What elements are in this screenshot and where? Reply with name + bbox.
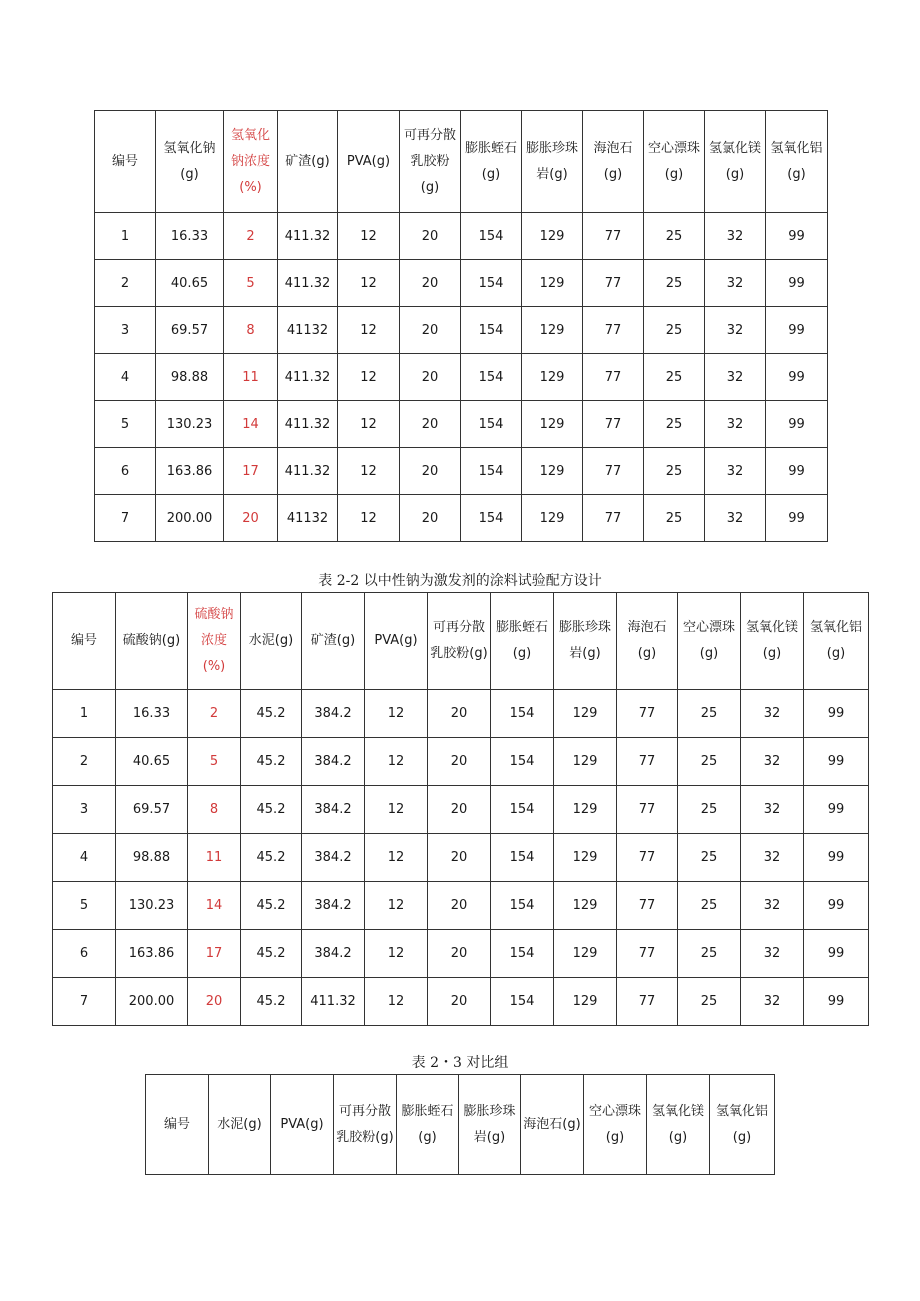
col-header-id: 编号: [95, 111, 156, 213]
col-header-mg: 氢氧化镁(g): [741, 593, 804, 690]
table-cell: 20: [428, 882, 491, 930]
col-header-na2so4: 硫酸钠(g): [116, 593, 188, 690]
table-cell: 1: [53, 690, 116, 738]
table-cell: 45.2: [241, 930, 302, 978]
table3-header-row: [146, 1075, 775, 1175]
table-cell: 99: [766, 401, 828, 448]
table-cell: 20: [400, 401, 461, 448]
table-cell: 25: [678, 930, 741, 978]
table-row: [53, 738, 869, 786]
table-cell: 45.2: [241, 690, 302, 738]
table-cell: 32: [705, 448, 766, 495]
table-cell: 32: [705, 495, 766, 542]
table-cell: 99: [804, 930, 869, 978]
table-cell: 129: [522, 401, 583, 448]
table-cell: 32: [741, 930, 804, 978]
table-cell: 411.32: [302, 978, 365, 1026]
table-cell: 12: [338, 401, 400, 448]
col-header-latex-powder: 可再分散乳胶粉(g): [400, 111, 461, 213]
table-cell: 8: [224, 307, 278, 354]
col-header-naoh: 氢氧化钠(g): [156, 111, 224, 213]
table-cell: 154: [491, 978, 554, 1026]
col-header-cenosphere: 空心漂珠(g): [678, 593, 741, 690]
table-cell: 129: [522, 448, 583, 495]
table-cell: 20: [428, 786, 491, 834]
table-cell: 11: [188, 834, 241, 882]
table-cell: 12: [365, 738, 428, 786]
table-row: [53, 690, 869, 738]
table-cell: 41132: [278, 307, 338, 354]
table-cell: 154: [461, 495, 522, 542]
table1-header-row: [95, 111, 828, 213]
table-cell: 154: [461, 448, 522, 495]
table-cell: 20: [428, 930, 491, 978]
table-cell: 77: [583, 213, 644, 260]
table-cell: 77: [583, 260, 644, 307]
table-cell: 154: [461, 401, 522, 448]
table-cell: 2: [188, 690, 241, 738]
table-cell: 163.86: [116, 930, 188, 978]
col-header-slag: 矿渣(g): [278, 111, 338, 213]
table-cell: 16.33: [116, 690, 188, 738]
table-cell: 130.23: [116, 882, 188, 930]
table-cell: 20: [428, 738, 491, 786]
table-cell: 154: [491, 834, 554, 882]
table-cell: 163.86: [156, 448, 224, 495]
table-row: [95, 213, 828, 260]
table-cell: 98.88: [156, 354, 224, 401]
table-cell: 32: [741, 738, 804, 786]
table-sodium-hydroxide: [94, 110, 828, 542]
table-cell: 99: [804, 690, 869, 738]
table-cell: 2: [95, 260, 156, 307]
table-cell: 77: [617, 834, 678, 882]
table-cell: 411.32: [278, 213, 338, 260]
table-cell: 25: [644, 495, 705, 542]
table-row: [53, 978, 869, 1026]
table-cell: 12: [365, 930, 428, 978]
col-header-pva: PVA(g): [271, 1075, 334, 1175]
table-cell: 130.23: [156, 401, 224, 448]
table-row: [95, 307, 828, 354]
table-cell: 77: [617, 930, 678, 978]
table-cell: 32: [741, 978, 804, 1026]
table-cell: 3: [53, 786, 116, 834]
table-cell: 99: [766, 354, 828, 401]
table-cell: 1: [95, 213, 156, 260]
table-cell: 154: [491, 786, 554, 834]
table-cell: 129: [554, 978, 617, 1026]
table-cell: 129: [554, 738, 617, 786]
table-cell: 20: [428, 690, 491, 738]
table-cell: 200.00: [156, 495, 224, 542]
table-cell: 25: [644, 448, 705, 495]
table-cell: 12: [365, 786, 428, 834]
table-cell: 69.57: [116, 786, 188, 834]
col-header-perlite: 膨胀珍珠岩(g): [554, 593, 617, 690]
table-cell: 8: [188, 786, 241, 834]
table-cell: 384.2: [302, 834, 365, 882]
table-cell: 12: [365, 882, 428, 930]
table-cell: 99: [766, 307, 828, 354]
col-header-mg: 氢氧化镁(g): [647, 1075, 710, 1175]
table-cell: 12: [338, 307, 400, 354]
table-row: [53, 834, 869, 882]
table-cell: 5: [95, 401, 156, 448]
table-cell: 154: [491, 690, 554, 738]
table-cell: 154: [491, 930, 554, 978]
table-cell: 384.2: [302, 930, 365, 978]
table-cell: 25: [678, 690, 741, 738]
table-cell: 411.32: [278, 448, 338, 495]
table-cell: 154: [461, 213, 522, 260]
table-cell: 411.32: [278, 401, 338, 448]
table-cell: 16.33: [156, 213, 224, 260]
table-cell: 12: [365, 978, 428, 1026]
table-cell: 129: [522, 354, 583, 401]
col-header-latex-powder: 可再分散乳胶粉(g): [428, 593, 491, 690]
table-cell: 20: [428, 978, 491, 1026]
col-header-slag: 矿渣(g): [302, 593, 365, 690]
table-cell: 77: [583, 448, 644, 495]
col-header-pva: PVA(g): [338, 111, 400, 213]
table-sodium-sulfate: [52, 592, 869, 1026]
table-cell: 32: [741, 834, 804, 882]
table-cell: 129: [554, 786, 617, 834]
table-cell: 77: [617, 738, 678, 786]
table-cell: 77: [617, 690, 678, 738]
col-header-vermiculite: 膨胀蛭石(g): [461, 111, 522, 213]
table-cell: 32: [705, 213, 766, 260]
table-row: [53, 930, 869, 978]
table-cell: 25: [678, 978, 741, 1026]
table-cell: 129: [522, 260, 583, 307]
table-cell: 98.88: [116, 834, 188, 882]
table-cell: 2: [224, 213, 278, 260]
table-cell: 3: [95, 307, 156, 354]
table2-caption: 表 2-2 以中性钠为激发剂的涂料试验配方设计: [318, 573, 602, 589]
table-cell: 20: [400, 354, 461, 401]
table-cell: 45.2: [241, 834, 302, 882]
col-header-naoh-conc: 氢氧化钠浓度(%): [224, 111, 278, 213]
table-cell: 129: [554, 690, 617, 738]
col-header-al: 氢氧化铝(g): [804, 593, 869, 690]
table-cell: 32: [705, 401, 766, 448]
table-cell: 200.00: [116, 978, 188, 1026]
table-cell: 11: [224, 354, 278, 401]
table-row: [95, 401, 828, 448]
col-header-sepiolite: 海泡石(g): [617, 593, 678, 690]
table-cell: 20: [224, 495, 278, 542]
table-cell: 32: [705, 354, 766, 401]
col-header-na2so4-conc: 硫酸钠浓度(%): [188, 593, 241, 690]
table-cell: 99: [804, 738, 869, 786]
col-header-id: 编号: [146, 1075, 209, 1175]
table-cell: 32: [705, 307, 766, 354]
table-cell: 25: [644, 260, 705, 307]
table-cell: 20: [400, 213, 461, 260]
table-cell: 12: [365, 690, 428, 738]
col-header-mg: 氢氯化镁(g): [705, 111, 766, 213]
col-header-al: 氢氧化铝(g): [710, 1075, 775, 1175]
table-cell: 32: [705, 260, 766, 307]
table-cell: 129: [522, 307, 583, 354]
table-cell: 41132: [278, 495, 338, 542]
table2-header-row: [53, 593, 869, 690]
table-cell: 20: [188, 978, 241, 1026]
table-cell: 25: [678, 834, 741, 882]
table-cell: 12: [338, 260, 400, 307]
col-header-vermiculite: 膨胀蛭石(g): [397, 1075, 459, 1175]
table-cell: 12: [338, 213, 400, 260]
table-cell: 129: [522, 495, 583, 542]
col-header-cement: 水泥(g): [209, 1075, 271, 1175]
table-cell: 40.65: [116, 738, 188, 786]
table-cell: 40.65: [156, 260, 224, 307]
table-cell: 25: [644, 401, 705, 448]
table-cell: 129: [554, 882, 617, 930]
table-cell: 411.32: [278, 354, 338, 401]
table-cell: 384.2: [302, 786, 365, 834]
table-cell: 154: [491, 882, 554, 930]
table-cell: 14: [188, 882, 241, 930]
table-cell: 25: [678, 882, 741, 930]
col-header-vermiculite: 膨胀蛭石(g): [491, 593, 554, 690]
table-cell: 99: [804, 834, 869, 882]
table-cell: 5: [224, 260, 278, 307]
table-cell: 129: [554, 930, 617, 978]
table-cell: 17: [188, 930, 241, 978]
col-header-pva: PVA(g): [365, 593, 428, 690]
table-cell: 99: [766, 213, 828, 260]
table-cell: 20: [400, 307, 461, 354]
table-cell: 14: [224, 401, 278, 448]
table-cell: 4: [53, 834, 116, 882]
table-cell: 411.32: [278, 260, 338, 307]
table-cell: 12: [338, 495, 400, 542]
table-cell: 20: [400, 495, 461, 542]
table-cell: 154: [461, 260, 522, 307]
table-cell: 6: [95, 448, 156, 495]
table-row: [95, 260, 828, 307]
table-cell: 25: [644, 213, 705, 260]
col-header-perlite: 膨胀珍珠岩(g): [459, 1075, 521, 1175]
col-header-id: 编号: [53, 593, 116, 690]
col-header-cenosphere: 空心漂珠(g): [644, 111, 705, 213]
table-cell: 6: [53, 930, 116, 978]
table-cell: 7: [95, 495, 156, 542]
table-control-group: [145, 1074, 775, 1175]
table-cell: 99: [804, 786, 869, 834]
table-cell: 384.2: [302, 690, 365, 738]
table-cell: 77: [583, 354, 644, 401]
table-row: [95, 448, 828, 495]
table-cell: 45.2: [241, 786, 302, 834]
table-cell: 77: [617, 882, 678, 930]
table-cell: 20: [428, 834, 491, 882]
table-cell: 45.2: [241, 882, 302, 930]
table-cell: 45.2: [241, 738, 302, 786]
col-header-perlite: 膨胀珍珠岩(g): [522, 111, 583, 213]
col-header-latex-powder: 可再分散乳胶粉(g): [334, 1075, 397, 1175]
table-cell: 17: [224, 448, 278, 495]
table-cell: 384.2: [302, 882, 365, 930]
table-cell: 12: [338, 448, 400, 495]
table-cell: 32: [741, 690, 804, 738]
table-cell: 154: [461, 354, 522, 401]
table-cell: 25: [678, 786, 741, 834]
table-cell: 32: [741, 786, 804, 834]
table-cell: 12: [338, 354, 400, 401]
table-cell: 25: [644, 307, 705, 354]
table-cell: 45.2: [241, 978, 302, 1026]
table-row: [53, 882, 869, 930]
col-header-al: 氢氧化铝(g): [766, 111, 828, 213]
table-cell: 20: [400, 448, 461, 495]
table-cell: 99: [766, 495, 828, 542]
table-cell: 5: [53, 882, 116, 930]
table-cell: 32: [741, 882, 804, 930]
table-row: [95, 495, 828, 542]
table-cell: 5: [188, 738, 241, 786]
table-cell: 99: [766, 260, 828, 307]
table-cell: 129: [554, 834, 617, 882]
table-cell: 99: [804, 882, 869, 930]
table-cell: 77: [583, 307, 644, 354]
table-cell: 154: [491, 738, 554, 786]
table-cell: 4: [95, 354, 156, 401]
table-cell: 20: [400, 260, 461, 307]
col-header-sepiolite: 海泡石(g): [583, 111, 644, 213]
col-header-cenosphere: 空心漂珠(g): [584, 1075, 647, 1175]
table-cell: 2: [53, 738, 116, 786]
table-cell: 12: [365, 834, 428, 882]
col-header-cement: 水泥(g): [241, 593, 302, 690]
table-cell: 69.57: [156, 307, 224, 354]
table-cell: 99: [766, 448, 828, 495]
table3-caption: 表 2・3 对比组: [411, 1055, 509, 1071]
table-cell: 77: [583, 495, 644, 542]
table-row: [53, 786, 869, 834]
col-header-sepiolite: 海泡石(g): [521, 1075, 584, 1175]
table-cell: 384.2: [302, 738, 365, 786]
table-cell: 7: [53, 978, 116, 1026]
table-cell: 154: [461, 307, 522, 354]
table-cell: 99: [804, 978, 869, 1026]
table-cell: 77: [617, 786, 678, 834]
table-row: [95, 354, 828, 401]
table-cell: 77: [617, 978, 678, 1026]
table-cell: 25: [678, 738, 741, 786]
table-cell: 25: [644, 354, 705, 401]
table-cell: 129: [522, 213, 583, 260]
table-cell: 77: [583, 401, 644, 448]
